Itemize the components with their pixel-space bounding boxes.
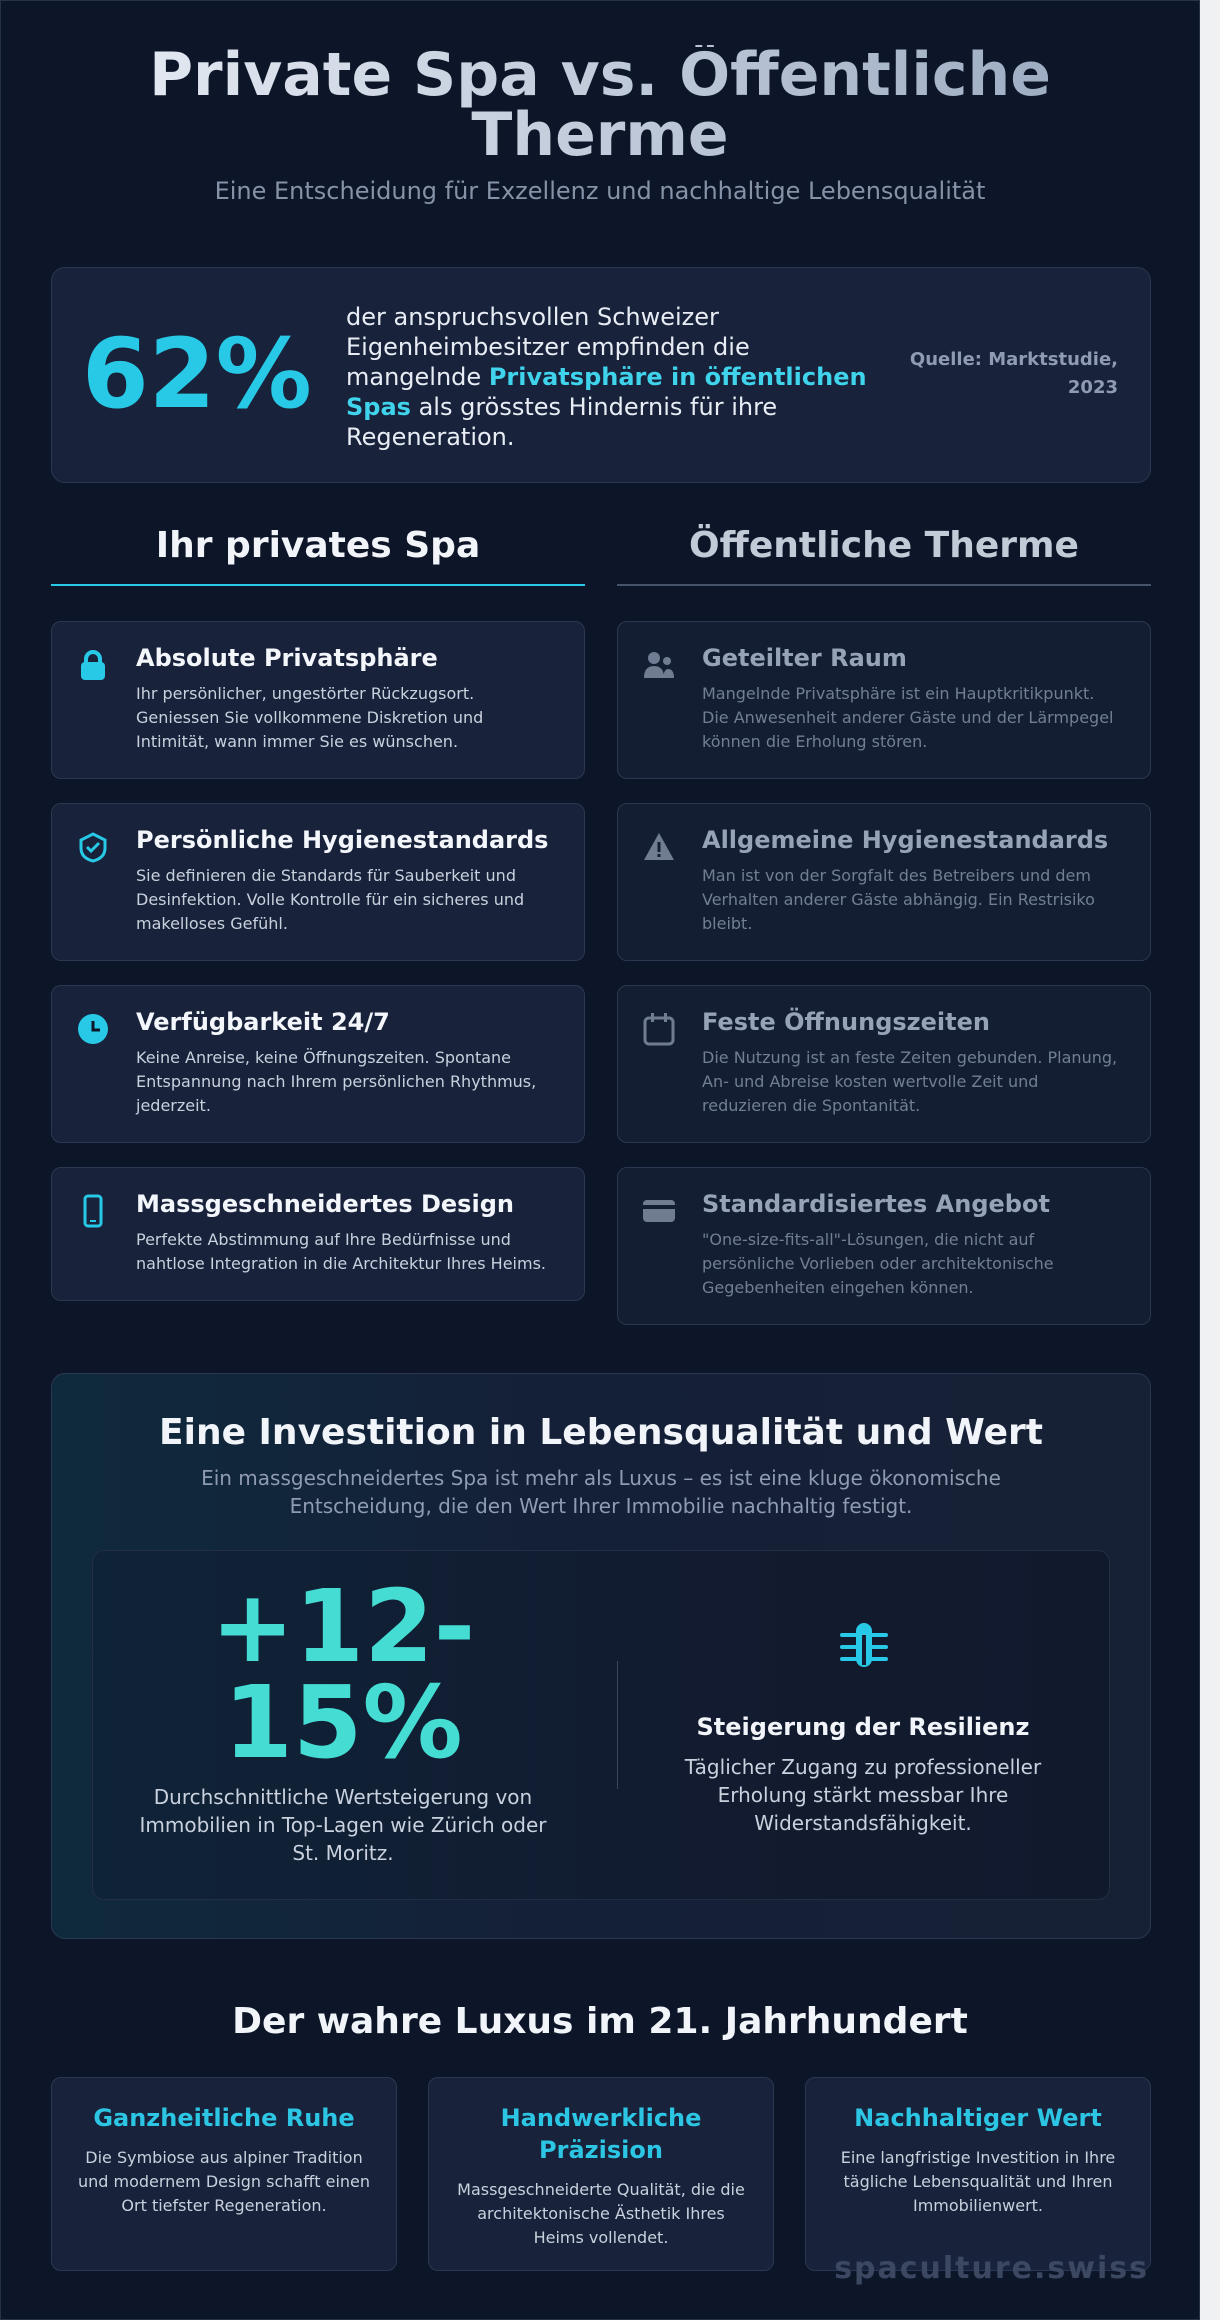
users-icon bbox=[642, 648, 676, 682]
card-icon bbox=[642, 1194, 676, 1228]
luxury-card-title: Nachhaltiger Wert bbox=[854, 2104, 1102, 2132]
stat-panel bbox=[51, 267, 1151, 483]
card-title: Geteilter Raum bbox=[702, 644, 907, 672]
luxury-title: Der wahre Luxus im 21. Jahrhundert bbox=[232, 2001, 968, 2042]
investment-section bbox=[51, 1373, 1151, 1939]
investment-box bbox=[92, 1550, 1110, 1900]
stat-text-before: der anspruchsvollen Schweizer Eigenheimbesitzer empfinden die mangelnde bbox=[346, 303, 750, 391]
investment-subtitle: Ein massgeschneidertes Spa ist mehr als Luxus – es ist eine kluge ökonomische Entscheidung, die den Wert Ihrer Immobilie nachhaltig festigt. bbox=[201, 1466, 1001, 1518]
public-card-hygiene bbox=[617, 803, 1151, 961]
luxury-card-value bbox=[805, 2077, 1151, 2271]
stat-text-after: als grösstes Hindernis für ihre Regeneration. bbox=[346, 393, 778, 451]
warning-icon bbox=[642, 830, 676, 864]
stat-value: 62% bbox=[82, 318, 312, 430]
card-desc: Sie definieren die Standards für Sauberkeit und Desinfektion. Volle Kontrolle für ein sicheres und makelloses Gefühl. bbox=[136, 866, 525, 933]
card-title: Allgemeine Hygienestandards bbox=[702, 826, 1109, 854]
value-increase-caption: Durchschnittliche Wertsteigerung von Immobilien in Top-Lagen wie Zürich oder St. Moritz. bbox=[139, 1785, 547, 1865]
luxury-card-title: Handwerkliche Präzision bbox=[500, 2104, 702, 2164]
luxury-card-desc: Die Symbiose aus alpiner Tradition und modernem Design schafft einen Ort tiefster Regeneration. bbox=[77, 2148, 371, 2215]
page-subtitle: Eine Entscheidung für Exzellenz und nachhaltige Lebensqualität bbox=[214, 177, 986, 205]
stat-highlight: Privatsphäre in öffentlichen Spas bbox=[346, 363, 867, 421]
public-card-shared-space bbox=[617, 621, 1151, 779]
mobile-icon bbox=[76, 1194, 110, 1228]
card-desc: Mangelnde Privatsphäre ist ein Hauptkritikpunkt. Die Anwesenheit anderer Gäste und der Lärmpegel können die Erholung stören. bbox=[702, 684, 1114, 751]
calendar-icon bbox=[642, 1012, 676, 1046]
private-card-availability bbox=[51, 985, 585, 1143]
luxury-card-precision bbox=[428, 2077, 774, 2271]
card-desc: Keine Anreise, keine Öffnungszeiten. Spontane Entspannung nach Ihrem persönlichen Rhythmus, jederzeit. bbox=[136, 1048, 537, 1115]
stat-source: Quelle: Marktstudie, 2023 bbox=[909, 349, 1118, 398]
card-desc: Die Nutzung ist an feste Zeiten gebunden. Planung, An- und Abreise kosten wertvolle Zeit und reduzieren die Spontanität. bbox=[702, 1048, 1118, 1115]
divider bbox=[617, 1661, 618, 1789]
card-desc: Man ist von der Sorgfalt des Betreibers und dem Verhalten anderer Gäste abhängig. Ein Restrisiko bleibt. bbox=[702, 866, 1095, 933]
card-title: Absolute Privatsphäre bbox=[136, 644, 438, 672]
card-title: Persönliche Hygienestandards bbox=[136, 826, 549, 854]
card-title: Standardisiertes Angebot bbox=[702, 1190, 1050, 1218]
luxury-card-desc: Eine langfristige Investition in Ihre tägliche Lebensqualität und Ihren Immobilienwert. bbox=[840, 2148, 1116, 2215]
public-card-opening-hours bbox=[617, 985, 1151, 1143]
page-title: Private Spa vs. Öffentliche Therme bbox=[81, 45, 1119, 165]
lock-icon bbox=[76, 648, 110, 682]
card-title: Feste Öffnungszeiten bbox=[702, 1008, 990, 1036]
hygiene-shield-icon bbox=[76, 830, 110, 864]
public-column-title: Öffentliche Therme bbox=[617, 525, 1151, 586]
resilience-desc: Täglicher Zugang zu professioneller Erholung stärkt messbar Ihre Widerstandsfähigkeit. bbox=[684, 1755, 1042, 1835]
private-card-hygiene bbox=[51, 803, 585, 961]
private-card-privacy bbox=[51, 621, 585, 779]
resilience-title: Steigerung der Resilienz bbox=[696, 1713, 1030, 1741]
public-card-standard-offer bbox=[617, 1167, 1151, 1325]
luxury-card-desc: Massgeschneiderte Qualität, die die architektonische Ästhetik Ihres Heims vollendet. bbox=[457, 2180, 745, 2247]
luxury-card-title: Ganzheitliche Ruhe bbox=[93, 2104, 355, 2132]
card-desc: "One-size-fits-all"-Lösungen, die nicht auf persönliche Vorlieben oder architektonische Gegebenheiten eingehen können. bbox=[702, 1230, 1054, 1297]
clock-icon bbox=[76, 1012, 110, 1046]
stat-text bbox=[346, 302, 886, 452]
card-desc: Ihr persönlicher, ungestörter Rückzugsort. Geniessen Sie vollkommene Diskretion und Intimität, wann immer Sie es wünschen. bbox=[136, 684, 484, 751]
value-increase: +12-15% bbox=[210, 1568, 476, 1781]
watermark: spaculture.swiss bbox=[834, 2251, 1149, 2286]
card-title: Massgeschneidertes Design bbox=[136, 1190, 514, 1218]
card-title: Verfügbarkeit 24/7 bbox=[136, 1008, 390, 1036]
card-desc: Perfekte Abstimmung auf Ihre Bedürfnisse und nahtlose Integration in die Architektur Ihres Heims. bbox=[136, 1230, 547, 1273]
luxury-card-rest bbox=[51, 2077, 397, 2271]
thermometer-icon bbox=[836, 1619, 892, 1675]
private-card-design bbox=[51, 1167, 585, 1301]
private-column-title: Ihr privates Spa bbox=[51, 525, 585, 586]
investment-title: Eine Investition in Lebensqualität und Wert bbox=[159, 1412, 1043, 1453]
